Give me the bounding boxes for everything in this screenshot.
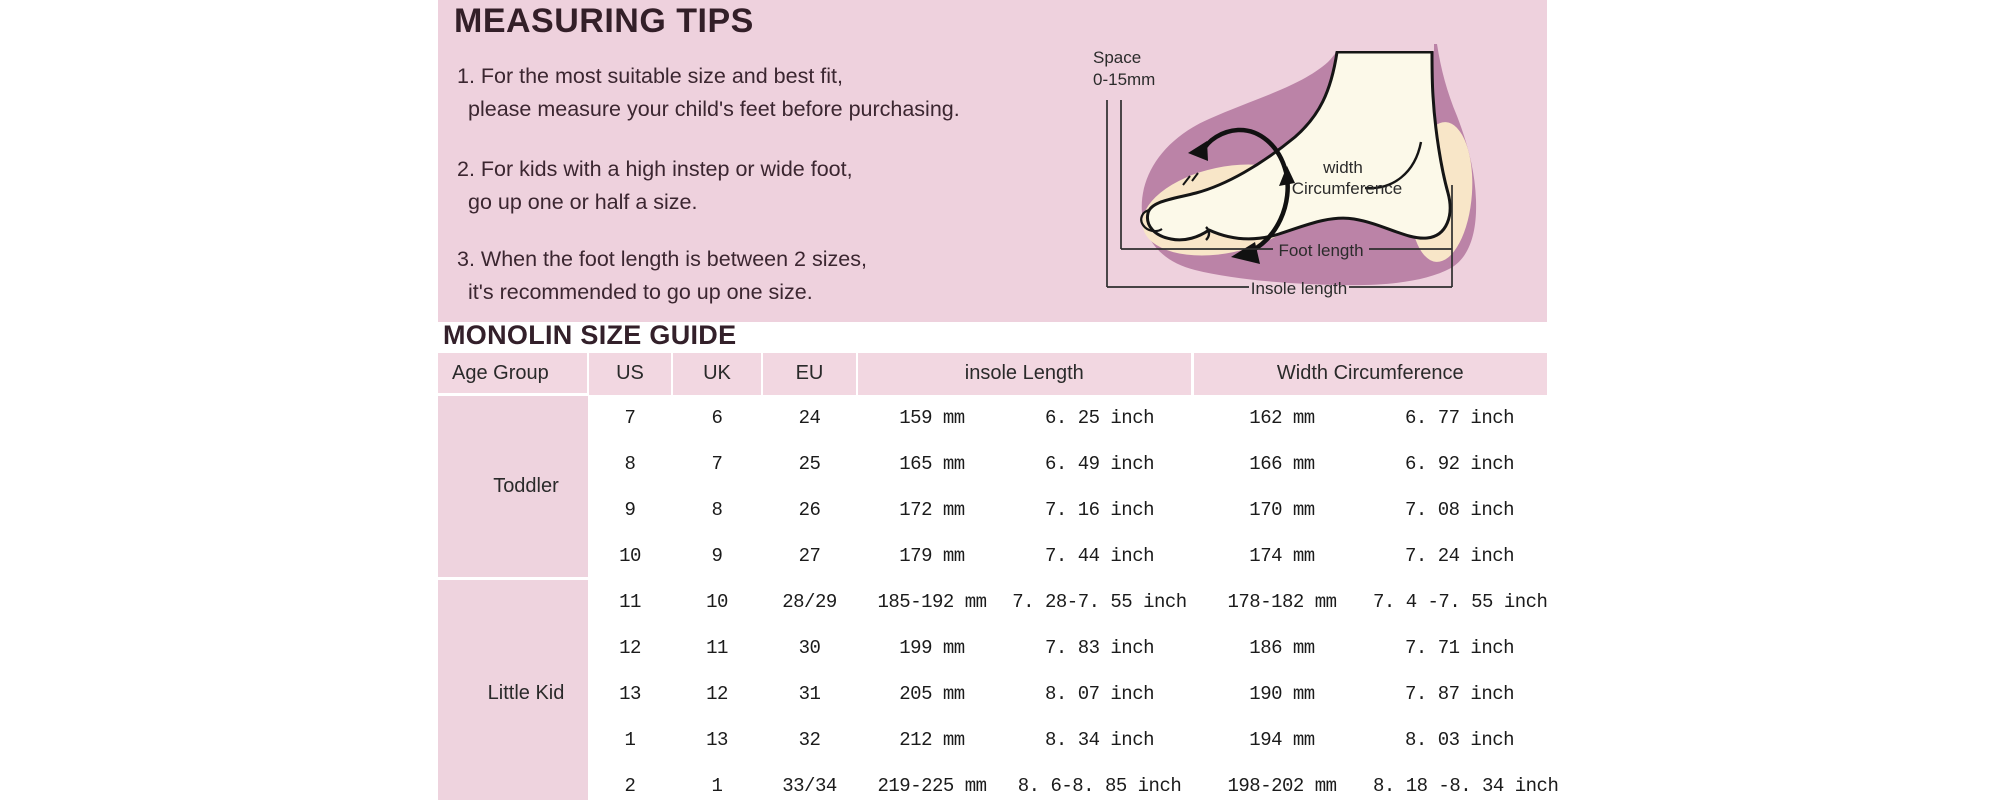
insole-mm-cell: 159 mm — [899, 406, 965, 429]
width-inch-cell: 6. 92 inch — [1405, 452, 1515, 475]
width-inch-cell: 7. 87 inch — [1405, 682, 1515, 705]
insole-mm-cell: 212 mm — [899, 728, 965, 751]
insole-inch-cell: 7. 16 inch — [1044, 498, 1155, 521]
uk-size-cell: 9 — [711, 544, 723, 567]
uk-size-cell: 11 — [706, 636, 728, 659]
foot-length-label: Foot length — [1278, 241, 1364, 260]
insole-inch-cell: 8. 34 inch — [1044, 728, 1155, 751]
insole-mm-cell: 199 mm — [899, 636, 965, 659]
width-mm-cell: 166 mm — [1249, 452, 1315, 475]
size-guide-title: MONOLIN SIZE GUIDE — [443, 320, 737, 350]
us-size-cell: 12 — [619, 636, 641, 659]
foot-measurement-diagram — [1085, 30, 1547, 300]
age-group-cell-toddler: Toddler — [438, 395, 588, 579]
us-size-cell: 7 — [624, 406, 636, 429]
width-inch-cell: 6. 77 inch — [1405, 406, 1515, 429]
us-size-cell: 9 — [624, 498, 636, 521]
space-label: Space — [1093, 48, 1142, 67]
us-size-cell: 10 — [619, 544, 641, 567]
header-row — [438, 353, 1547, 395]
width-inch-cell: 7. 08 inch — [1405, 498, 1515, 521]
eu-size-cell: 31 — [798, 682, 821, 705]
tip-2-line-1: 2. For kids with a high instep or wide foot, — [457, 157, 853, 181]
insole-inch-cell: 8. 6-8. 85 inch — [1017, 774, 1182, 797]
insole-mm-cell: 185-192 mm — [877, 590, 987, 613]
width-label: width — [1323, 158, 1363, 177]
insole-mm-cell: 179 mm — [899, 544, 965, 567]
tip-1-line-2: please measure your child's feet before purchasing. — [468, 97, 960, 121]
uk-size-cell: 10 — [706, 590, 728, 613]
column-header-eu: EU — [762, 353, 857, 395]
table-row — [438, 625, 1547, 671]
insole-inch-cell: 6. 49 inch — [1044, 452, 1155, 475]
tip-1-line-1: 1. For the most suitable size and best fit, — [457, 64, 843, 88]
table-row — [438, 717, 1547, 763]
insole-mm-cell: 172 mm — [899, 498, 965, 521]
age-group-cell-little-kid: Little Kid — [438, 579, 588, 800]
eu-size-cell: 24 — [798, 406, 821, 429]
eu-size-cell: 26 — [798, 498, 821, 521]
column-header-us: US — [588, 353, 672, 395]
width-inch-cell: 8. 18 -8. 34 inch — [1373, 774, 1559, 797]
eu-size-cell: 27 — [798, 544, 821, 567]
width-mm-cell: 190 mm — [1249, 682, 1315, 705]
insole-inch-cell: 6. 25 inch — [1044, 406, 1155, 429]
width-mm-cell: 178-182 mm — [1227, 590, 1337, 613]
insole-inch-cell: 7. 83 inch — [1044, 636, 1155, 659]
width-mm-cell: 170 mm — [1249, 498, 1315, 521]
insole-mm-cell: 165 mm — [899, 452, 965, 475]
tip-2 — [457, 153, 853, 219]
us-size-cell: 13 — [619, 682, 641, 705]
circumference-label: Circumference — [1291, 179, 1403, 198]
uk-size-cell: 13 — [706, 728, 728, 751]
column-header-age-group: Age Group — [438, 353, 588, 395]
width-mm-cell: 162 mm — [1249, 406, 1315, 429]
table-row — [438, 763, 1547, 800]
tip-1 — [457, 60, 960, 126]
width-inch-cell: 8. 03 inch — [1405, 728, 1515, 751]
width-mm-cell: 186 mm — [1249, 636, 1315, 659]
leg-top-mask — [1334, 36, 1434, 51]
eu-size-cell: 28/29 — [782, 590, 837, 613]
table-row — [438, 671, 1547, 717]
uk-size-cell: 7 — [711, 452, 723, 475]
eu-size-cell: 30 — [798, 636, 821, 659]
tip-3-line-1: 3. When the foot length is between 2 sizes, — [457, 247, 867, 271]
width-mm-cell: 198-202 mm — [1227, 774, 1337, 797]
eu-size-cell: 32 — [798, 728, 821, 751]
table-row — [438, 395, 1547, 441]
column-header-uk: UK — [672, 353, 762, 395]
eu-size-cell: 33/34 — [782, 774, 837, 797]
insole-mm-cell: 205 mm — [899, 682, 965, 705]
tip-2-line-2: go up one or half a size. — [468, 190, 698, 214]
width-inch-cell: 7. 24 inch — [1405, 544, 1515, 567]
measuring-tips-title: MEASURING TIPS — [454, 2, 754, 40]
us-size-cell: 2 — [624, 774, 636, 797]
insole-inch-cell: 7. 28-7. 55 inch — [1012, 590, 1187, 613]
width-inch-cell: 7. 71 inch — [1405, 636, 1515, 659]
uk-size-cell: 6 — [711, 406, 723, 429]
uk-size-cell: 1 — [711, 774, 723, 797]
table-row — [438, 579, 1547, 625]
tip-3 — [457, 243, 867, 309]
table-row — [438, 487, 1547, 533]
us-size-cell: 1 — [624, 728, 636, 751]
table-row — [438, 441, 1547, 487]
uk-size-cell: 12 — [706, 682, 728, 705]
us-size-cell: 8 — [624, 452, 636, 475]
insole-inch-cell: 8. 07 inch — [1044, 682, 1155, 705]
width-inch-cell: 7. 4 -7. 55 inch — [1373, 590, 1548, 613]
uk-size-cell: 8 — [711, 498, 723, 521]
eu-size-cell: 25 — [798, 452, 821, 475]
table-row — [438, 533, 1547, 579]
tip-3-line-2: it's recommended to go up one size. — [468, 280, 813, 304]
insole-length-label: Insole length — [1250, 279, 1348, 298]
insole-inch-cell: 7. 44 inch — [1044, 544, 1155, 567]
width-mm-cell: 174 mm — [1249, 544, 1315, 567]
us-size-cell: 11 — [619, 590, 641, 613]
space-value-label: 0-15mm — [1093, 70, 1156, 89]
column-header-width-circumference: Width Circumference — [1192, 353, 1547, 395]
column-header-insole-length: insole Length — [857, 353, 1192, 395]
width-mm-cell: 194 mm — [1249, 728, 1315, 751]
insole-mm-cell: 219-225 mm — [877, 774, 987, 797]
size-guide-table — [438, 353, 1559, 800]
